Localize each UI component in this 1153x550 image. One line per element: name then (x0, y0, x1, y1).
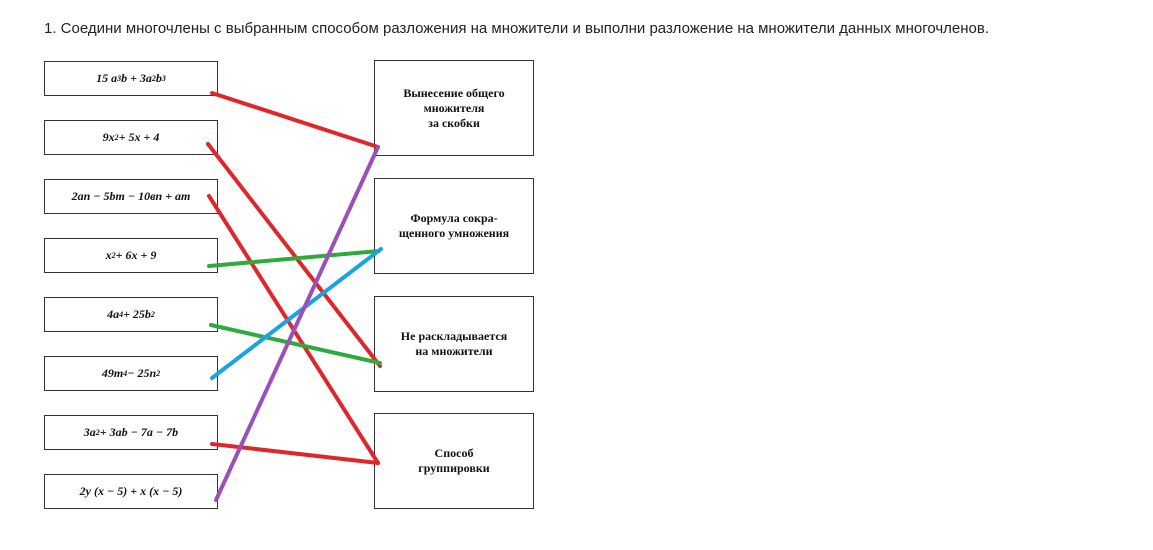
polynomial-text: 49m (101, 366, 124, 380)
polynomial-text: + 6x + 9 (115, 248, 157, 262)
task-instruction: 1. Соедини многочлены с выбранным способом разложения на множители и выполни разложение на множители данных многочленов. (44, 20, 990, 37)
polynomial-text: 3a (83, 425, 96, 439)
polynomial-text: − 25n (127, 366, 157, 380)
polynomial-text: 9x (102, 130, 115, 144)
polynomial-text: 15 a (96, 71, 118, 85)
method-label: Формула сокра- щенного умножения (398, 211, 510, 240)
method-label: Вынесение общего множителя за скобки (403, 85, 505, 130)
method-label: Способ группировки (418, 446, 490, 475)
polynomial-box[interactable]: x 2 + 6x + 9 (44, 238, 218, 273)
polynomial-box[interactable]: 4a 4 + 25b 2 (44, 297, 218, 332)
method-label: Не раскладывается на множители (400, 329, 508, 358)
polynomial-text: + 5x + 4 (118, 130, 160, 144)
connection-line (212, 93, 378, 147)
polynomial-text: b + 3a (121, 71, 152, 85)
polynomial-box[interactable]: 49m 4 − 25n 2 (44, 356, 218, 391)
polynomial-text: + 25b (123, 307, 151, 321)
polynomial-text: 2an − 5bm − 10вn + am (71, 189, 191, 203)
polynomial-box[interactable]: 3a 2 + 3ab − 7a − 7b (44, 415, 218, 450)
polynomial-text: x (105, 248, 112, 262)
polynomial-box[interactable]: 9x 2 + 5x + 4 (44, 120, 218, 155)
polynomial-text: + 3ab − 7a − 7b (99, 425, 179, 439)
polynomial-text: b (155, 71, 162, 85)
connection-line (216, 147, 378, 500)
polynomial-text: 2y (x − 5) + x (x − 5) (79, 484, 183, 498)
polynomial-text: 4a (107, 307, 120, 321)
polynomial-box[interactable]: 15 a 3 b + 3a 2 b 3 (44, 61, 218, 96)
